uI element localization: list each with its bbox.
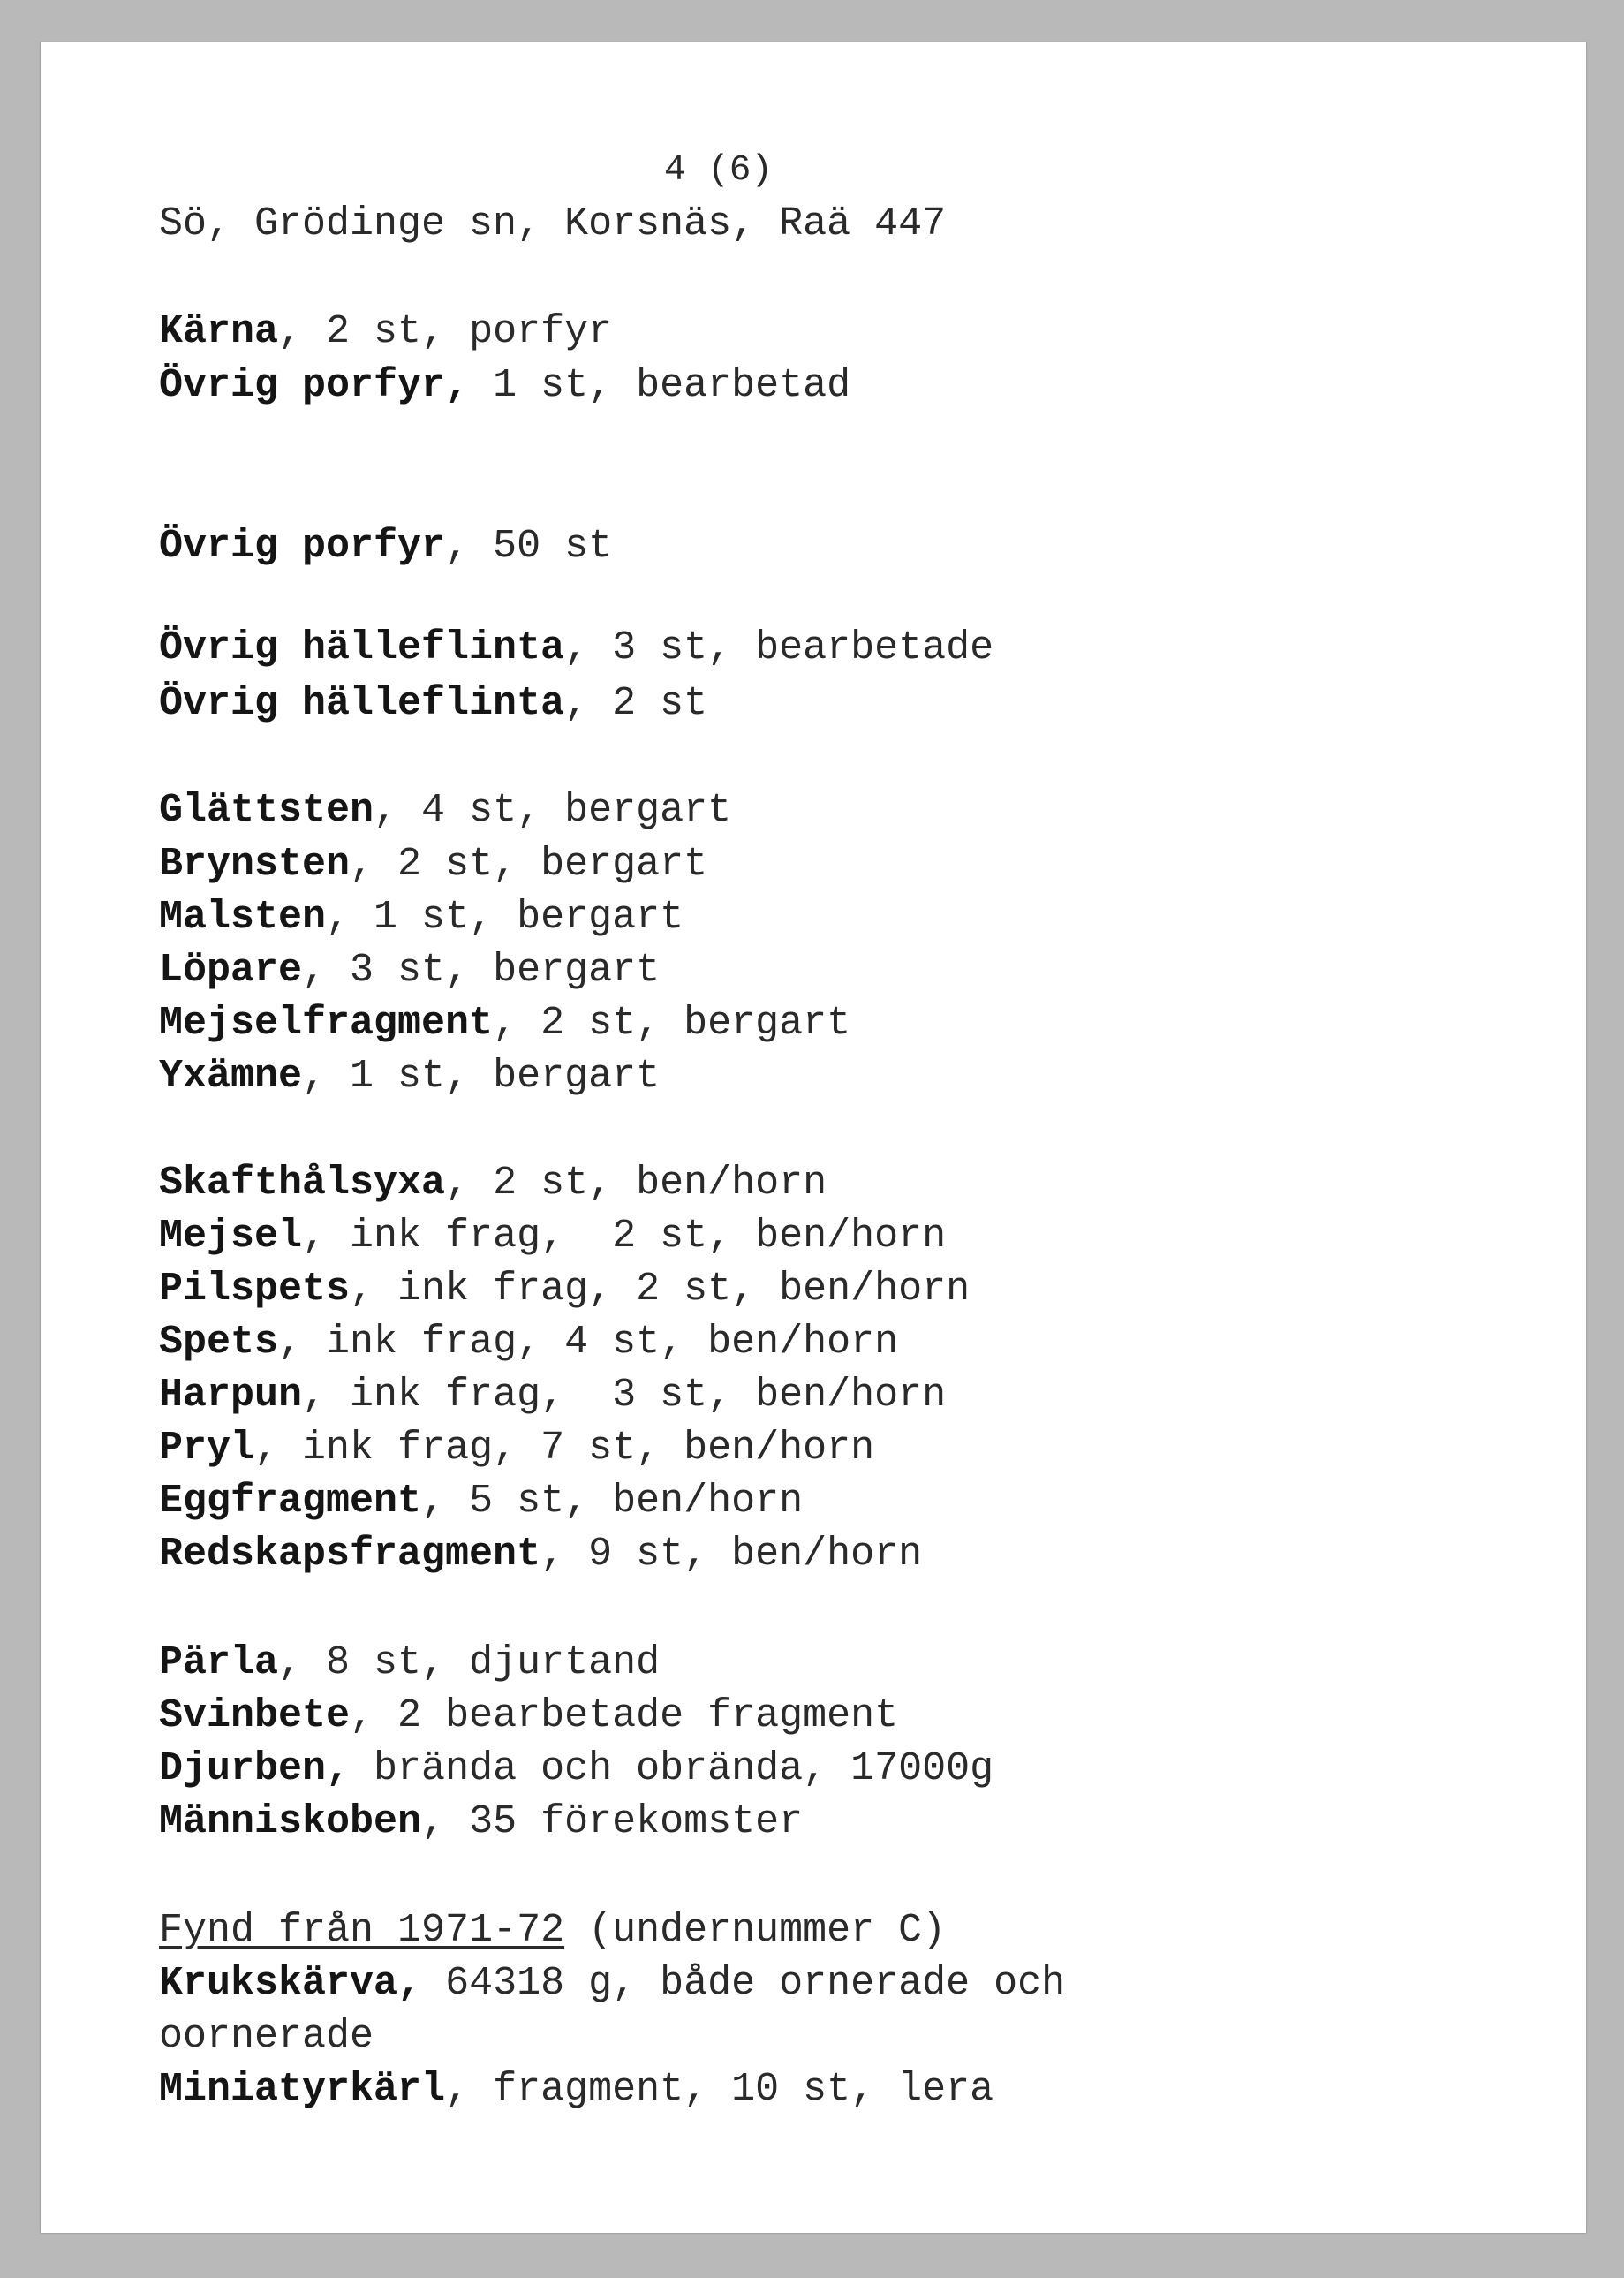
find-term: Övrig porfyr xyxy=(159,524,446,569)
find-term: Löpare xyxy=(159,948,303,993)
find-details: 64318 g, både ornerade och xyxy=(421,1961,1066,2006)
find-details: , 4 st, bergart xyxy=(374,788,732,833)
find-line xyxy=(159,1267,971,1312)
section-heading: Fynd från 1971-72 xyxy=(159,1908,565,1953)
find-line xyxy=(159,788,732,833)
find-term: Harpun xyxy=(159,1373,303,1418)
section-heading-line xyxy=(159,1908,947,1953)
document-heading: Sö, Grödinge sn, Korsnäs, Raä 447 xyxy=(159,201,947,246)
find-term: Kärna xyxy=(159,309,279,354)
find-details: , 2 st, bergart xyxy=(350,842,708,887)
find-term: Övrig porfyr, xyxy=(159,363,470,408)
find-line xyxy=(159,1961,1066,2006)
find-line xyxy=(159,895,684,940)
find-term: Miniatyrkärl xyxy=(159,2067,446,2112)
find-term: Krukskärva, xyxy=(159,1961,422,2006)
find-term: Yxämne xyxy=(159,1054,303,1099)
find-line xyxy=(159,1320,899,1365)
find-term: Övrig hälleflinta xyxy=(159,625,565,670)
find-term: Mejselfragment xyxy=(159,1001,494,1046)
find-line xyxy=(159,1426,875,1471)
find-line xyxy=(159,363,851,408)
find-details: oornerade xyxy=(159,2014,374,2059)
find-term: Glättsten xyxy=(159,788,374,833)
find-details: , 8 st, djurtand xyxy=(278,1640,661,1685)
find-term: Brynsten xyxy=(159,842,351,887)
find-line xyxy=(159,1479,804,1524)
find-details: , 1 st, bergart xyxy=(326,895,684,940)
find-details: brända och obrända, 17000g xyxy=(350,1746,994,1791)
find-term: Malsten xyxy=(159,895,327,940)
find-line xyxy=(159,1214,947,1259)
find-line xyxy=(159,948,661,993)
find-line xyxy=(159,1640,661,1685)
page-number: 4 (6) xyxy=(664,150,774,191)
find-line xyxy=(159,625,994,670)
find-term: Skafthålsyxa xyxy=(159,1161,446,1206)
find-details: , 1 st, bergart xyxy=(302,1054,661,1099)
find-term: Eggfragment xyxy=(159,1479,422,1524)
find-details: , 35 förekomster xyxy=(421,1799,804,1844)
find-details: , 2 st, ben/horn xyxy=(445,1161,827,1206)
find-details: , 2 st xyxy=(564,681,708,726)
find-line xyxy=(159,1373,947,1418)
find-details: , ink frag, 4 st, ben/horn xyxy=(278,1320,899,1365)
find-line xyxy=(159,1001,851,1046)
find-details: , ink frag, 2 st, ben/horn xyxy=(350,1267,971,1312)
find-line xyxy=(159,309,613,354)
find-details: , 2 st, bergart xyxy=(493,1001,851,1046)
section-note: (undernummer C) xyxy=(564,1908,947,1953)
find-line xyxy=(159,1532,923,1577)
find-line xyxy=(159,681,708,726)
find-details: , 3 st, bergart xyxy=(302,948,661,993)
find-details: , ink frag, 7 st, ben/horn xyxy=(254,1426,875,1471)
find-term: Svinbete xyxy=(159,1693,351,1738)
find-line xyxy=(159,1799,804,1844)
find-line xyxy=(159,1693,899,1738)
find-line xyxy=(159,1054,661,1099)
find-details: , fragment, 10 st, lera xyxy=(445,2067,994,2112)
find-line xyxy=(159,1746,994,1791)
find-details: , 9 st, ben/horn xyxy=(540,1532,923,1577)
find-term: Pilspets xyxy=(159,1267,351,1312)
find-line xyxy=(159,1161,827,1206)
find-details: , ink frag, 2 st, ben/horn xyxy=(302,1214,947,1259)
find-details: , 50 st xyxy=(445,524,613,569)
find-term: Spets xyxy=(159,1320,279,1365)
find-line xyxy=(159,2067,994,2112)
find-term: Övrig hälleflinta xyxy=(159,681,565,726)
find-term: Pryl xyxy=(159,1426,255,1471)
find-line xyxy=(159,842,708,887)
find-details: , 5 st, ben/horn xyxy=(421,1479,804,1524)
find-details: , 2 bearbetade fragment xyxy=(350,1693,899,1738)
find-term: Mejsel xyxy=(159,1214,303,1259)
find-details: , 2 st, porfyr xyxy=(278,309,613,354)
find-term: Redskapsfragment xyxy=(159,1532,541,1577)
find-details: , ink frag, 3 st, ben/horn xyxy=(302,1373,947,1418)
find-line xyxy=(159,524,613,569)
find-term: Djurben, xyxy=(159,1746,351,1791)
find-term: Människoben xyxy=(159,1799,422,1844)
find-details: , 3 st, bearbetade xyxy=(564,625,994,670)
find-details: 1 st, bearbetad xyxy=(469,363,851,408)
find-line-continued xyxy=(159,2014,374,2059)
find-term: Pärla xyxy=(159,1640,279,1685)
